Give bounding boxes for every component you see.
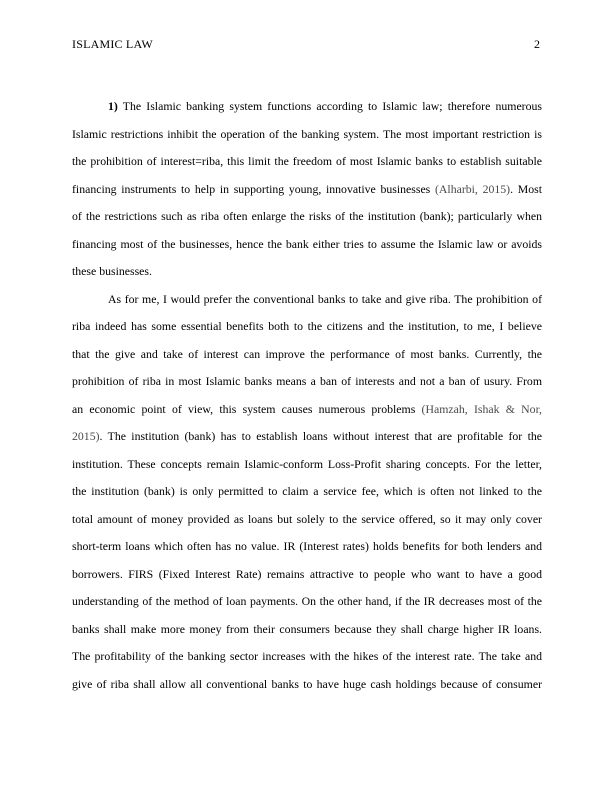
paragraph-2-line: 2015). The institution (bank) has to establish loans without interest that are profitable for the	[72, 429, 542, 443]
paragraph-1-line: Islamic restrictions inhibit the operation of the banking system. The most important restriction is	[72, 126, 542, 141]
paragraph-1-line: financing instruments to help in supporting young, innovative businesses (Alharbi, 2015). Most	[72, 181, 542, 196]
question-marker: 1)	[108, 99, 118, 113]
paragraph-2-line: borrowers. FIRS (Fixed Interest Rate) remains attractive to people who want to have a good	[72, 566, 542, 581]
paragraph-2-line: institution. These concepts remain Islamic-conform Loss-Profit sharing concepts. For the letter,	[72, 456, 542, 471]
paragraph-2-line: short-term loans which often has no value. IR (Interest rates) holds benefits for both lenders and	[72, 539, 542, 553]
citation: 2015)	[72, 429, 100, 443]
paragraph-2-line: understanding of the method of loan payments. On the other hand, if the IR decreases most of the	[72, 594, 542, 608]
body-text	[72, 93, 542, 698]
paragraph-1-line: 1) The Islamic banking system functions according to Islamic law; therefore numerous	[108, 99, 542, 113]
page-number: 2	[534, 37, 540, 51]
paragraph-2-line: riba indeed has some essential benefits both to the citizens and the institution, to me, I believe	[72, 319, 542, 333]
paragraph-1-line: these businesses.	[72, 264, 152, 278]
paragraph-2-line: give of riba shall allow all conventional banks to have huge cash holdings because of consumer	[72, 676, 542, 691]
paragraph-1-line: financing most of the businesses, hence the bank either tries to assume the Islamic law or avoids	[72, 236, 542, 251]
paragraph-2-line: The profitability of the banking sector increases with the hikes of the interest rate. The take and	[72, 649, 542, 663]
paragraph-2-line: total amount of money provided as loans but solely to the service offered, so it may only cover	[72, 511, 542, 526]
paragraph-1-line: the prohibition of interest=riba, this limit the freedom of most Islamic banks to establish suitable	[72, 154, 542, 168]
paragraph-2-line: an economic point of view, this system causes numerous problems (Hamzah, Ishak & Nor,	[72, 401, 542, 416]
paragraph-2-line: the institution (bank) is only permitted to claim a service fee, which is often not linked to the	[72, 484, 542, 498]
paragraph-2-line: prohibition of riba in most Islamic banks means a ban of interests and not a ban of usury. From	[72, 374, 542, 388]
paragraph-1-line: of the restrictions such as riba often enlarge the risks of the institution (bank); particularly when	[72, 209, 542, 223]
running-head: ISLAMIC LAW	[72, 37, 153, 51]
citation: (Alharbi, 2015)	[434, 181, 511, 196]
paragraph-2-line: As for me, I would prefer the conventional banks to take and give riba. The prohibition of	[108, 291, 542, 306]
citation: (Hamzah, Ishak & Nor,	[421, 401, 542, 416]
paragraph-2-line: banks shall make more money from their consumers because they shall charge higher IR loans.	[72, 621, 542, 636]
paragraph-2-line: that the give and take of interest can improve the performance of most banks. Currently, the	[72, 346, 542, 361]
